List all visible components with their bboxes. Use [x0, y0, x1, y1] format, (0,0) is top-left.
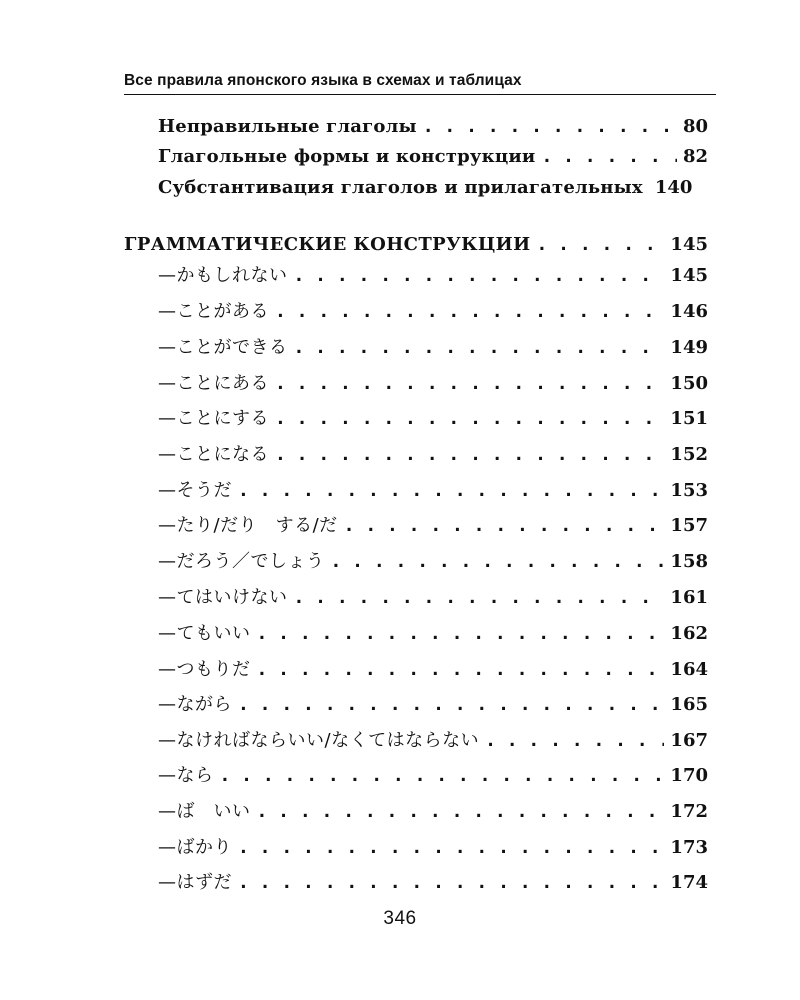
- toc-entry: [158, 727, 708, 755]
- toc-entry-page: 158: [670, 551, 708, 572]
- toc-dot-leader: [541, 143, 676, 171]
- toc-entry-title: —ばかり: [158, 837, 232, 858]
- toc-entry-title: —ながら: [158, 694, 232, 715]
- toc-entry-page: 140: [654, 177, 693, 198]
- toc-entry-title: —ことができる: [158, 337, 288, 358]
- toc-entry-title: —たり/だり する/だ: [158, 515, 338, 536]
- toc-dot-leader: [257, 798, 665, 826]
- toc-dot-leader: [220, 762, 665, 790]
- page-number: 346: [383, 908, 417, 929]
- toc-dot-leader: [238, 834, 664, 862]
- toc-dot-leader: [294, 262, 665, 290]
- toc-entry: [158, 334, 708, 362]
- toc-entry: [158, 548, 708, 576]
- toc-dot-leader: [485, 727, 664, 755]
- toc-dot-leader: [238, 477, 664, 505]
- toc-entry-title: Глагольные формы и конструкции: [158, 146, 536, 167]
- toc-entry-title: —つもりだ: [158, 659, 251, 680]
- toc-entry-page: 170: [670, 765, 708, 786]
- toc-dot-leader: [331, 548, 665, 576]
- toc-entry: [158, 477, 708, 505]
- toc-entry: [158, 405, 708, 433]
- toc-entry-page: 172: [670, 801, 708, 822]
- toc-entry-page: 165: [670, 694, 708, 715]
- toc-entry: [158, 584, 708, 612]
- toc-entry: [158, 798, 708, 826]
- toc-entry: [158, 656, 708, 684]
- toc-entry-page: 152: [670, 444, 708, 465]
- toc-entry: [158, 691, 708, 719]
- toc-entry: [158, 370, 708, 398]
- toc-entry-page: 167: [670, 730, 708, 751]
- toc-entry-page: 146: [670, 301, 708, 322]
- toc-entry-title: —なければならいい/なくてはならない: [158, 730, 480, 751]
- toc-dot-leader: [294, 334, 665, 362]
- toc-entry-page: 149: [670, 337, 708, 358]
- toc-entry-page: 153: [670, 480, 708, 501]
- toc-entry-page: 82: [682, 146, 708, 167]
- toc-dot-leader: [257, 620, 665, 648]
- toc-entry-page: 174: [670, 872, 708, 893]
- toc-entry-title: —てもいい: [158, 623, 251, 644]
- toc-entry-title: Субстантивация глаголов и прилагательных: [158, 177, 643, 198]
- toc-entry-page: 161: [670, 587, 708, 608]
- toc-dot-leader: [423, 113, 677, 141]
- toc-section-title: ГРАММАТИЧЕСКИЕ КОНСТРУКЦИИ: [124, 234, 531, 255]
- toc-entry: [158, 262, 708, 290]
- toc-entry-title: —だろう／でしょう: [158, 551, 325, 572]
- toc-entry-title: —かもしれない: [158, 265, 288, 286]
- toc-entry-page: 157: [670, 515, 708, 536]
- toc-entry-title: —ことにある: [158, 373, 269, 394]
- toc-entry: [158, 512, 708, 540]
- toc-entry: [158, 143, 708, 171]
- toc-entry: [158, 298, 708, 326]
- toc-entry: [158, 441, 708, 469]
- toc-entry-title: —はずだ: [158, 872, 232, 893]
- toc-dot-leader: [344, 512, 665, 540]
- toc-entry-page: 145: [670, 265, 708, 286]
- toc-entry: [158, 869, 708, 897]
- toc-dot-leader: [275, 405, 664, 433]
- toc-entry: [158, 620, 708, 648]
- running-header-title: Все правила японского языка в схемах и таблицах: [124, 72, 522, 89]
- toc-dot-leader: [257, 656, 665, 684]
- toc-dot-leader: [275, 298, 664, 326]
- toc-dot-leader: [294, 584, 665, 612]
- toc-entry-title: —そうだ: [158, 480, 232, 501]
- toc-entry-title: —ことになる: [158, 444, 269, 465]
- toc-entry: [158, 174, 708, 202]
- toc-entry: [158, 762, 708, 790]
- toc-entry-page: 80: [682, 116, 708, 137]
- toc-dot-leader: [275, 370, 664, 398]
- toc-dot-leader: [238, 869, 664, 897]
- toc-entry: [158, 113, 708, 141]
- toc-entry-title: —なら: [158, 765, 214, 786]
- toc-entry-page: 150: [670, 373, 708, 394]
- toc-dot-leader: [238, 691, 664, 719]
- toc-entry-page: 164: [670, 659, 708, 680]
- toc-section-heading: [124, 231, 708, 259]
- toc-entry-page: 173: [670, 837, 708, 858]
- toc-entry-title: —ことがある: [158, 301, 269, 322]
- toc-entry-title: Неправильные глаголы: [158, 116, 417, 137]
- toc-entry-page: 151: [670, 408, 708, 429]
- toc-dot-leader: [275, 441, 664, 469]
- toc-section-page: 145: [670, 234, 708, 255]
- toc-dot-leader: [537, 231, 665, 259]
- toc-entry-page: 162: [670, 623, 708, 644]
- toc-entry-title: —てはいけない: [158, 587, 288, 608]
- toc-entry-title: —ば いい: [158, 801, 251, 822]
- toc-entry: [158, 834, 708, 862]
- toc-entry-title: —ことにする: [158, 408, 269, 429]
